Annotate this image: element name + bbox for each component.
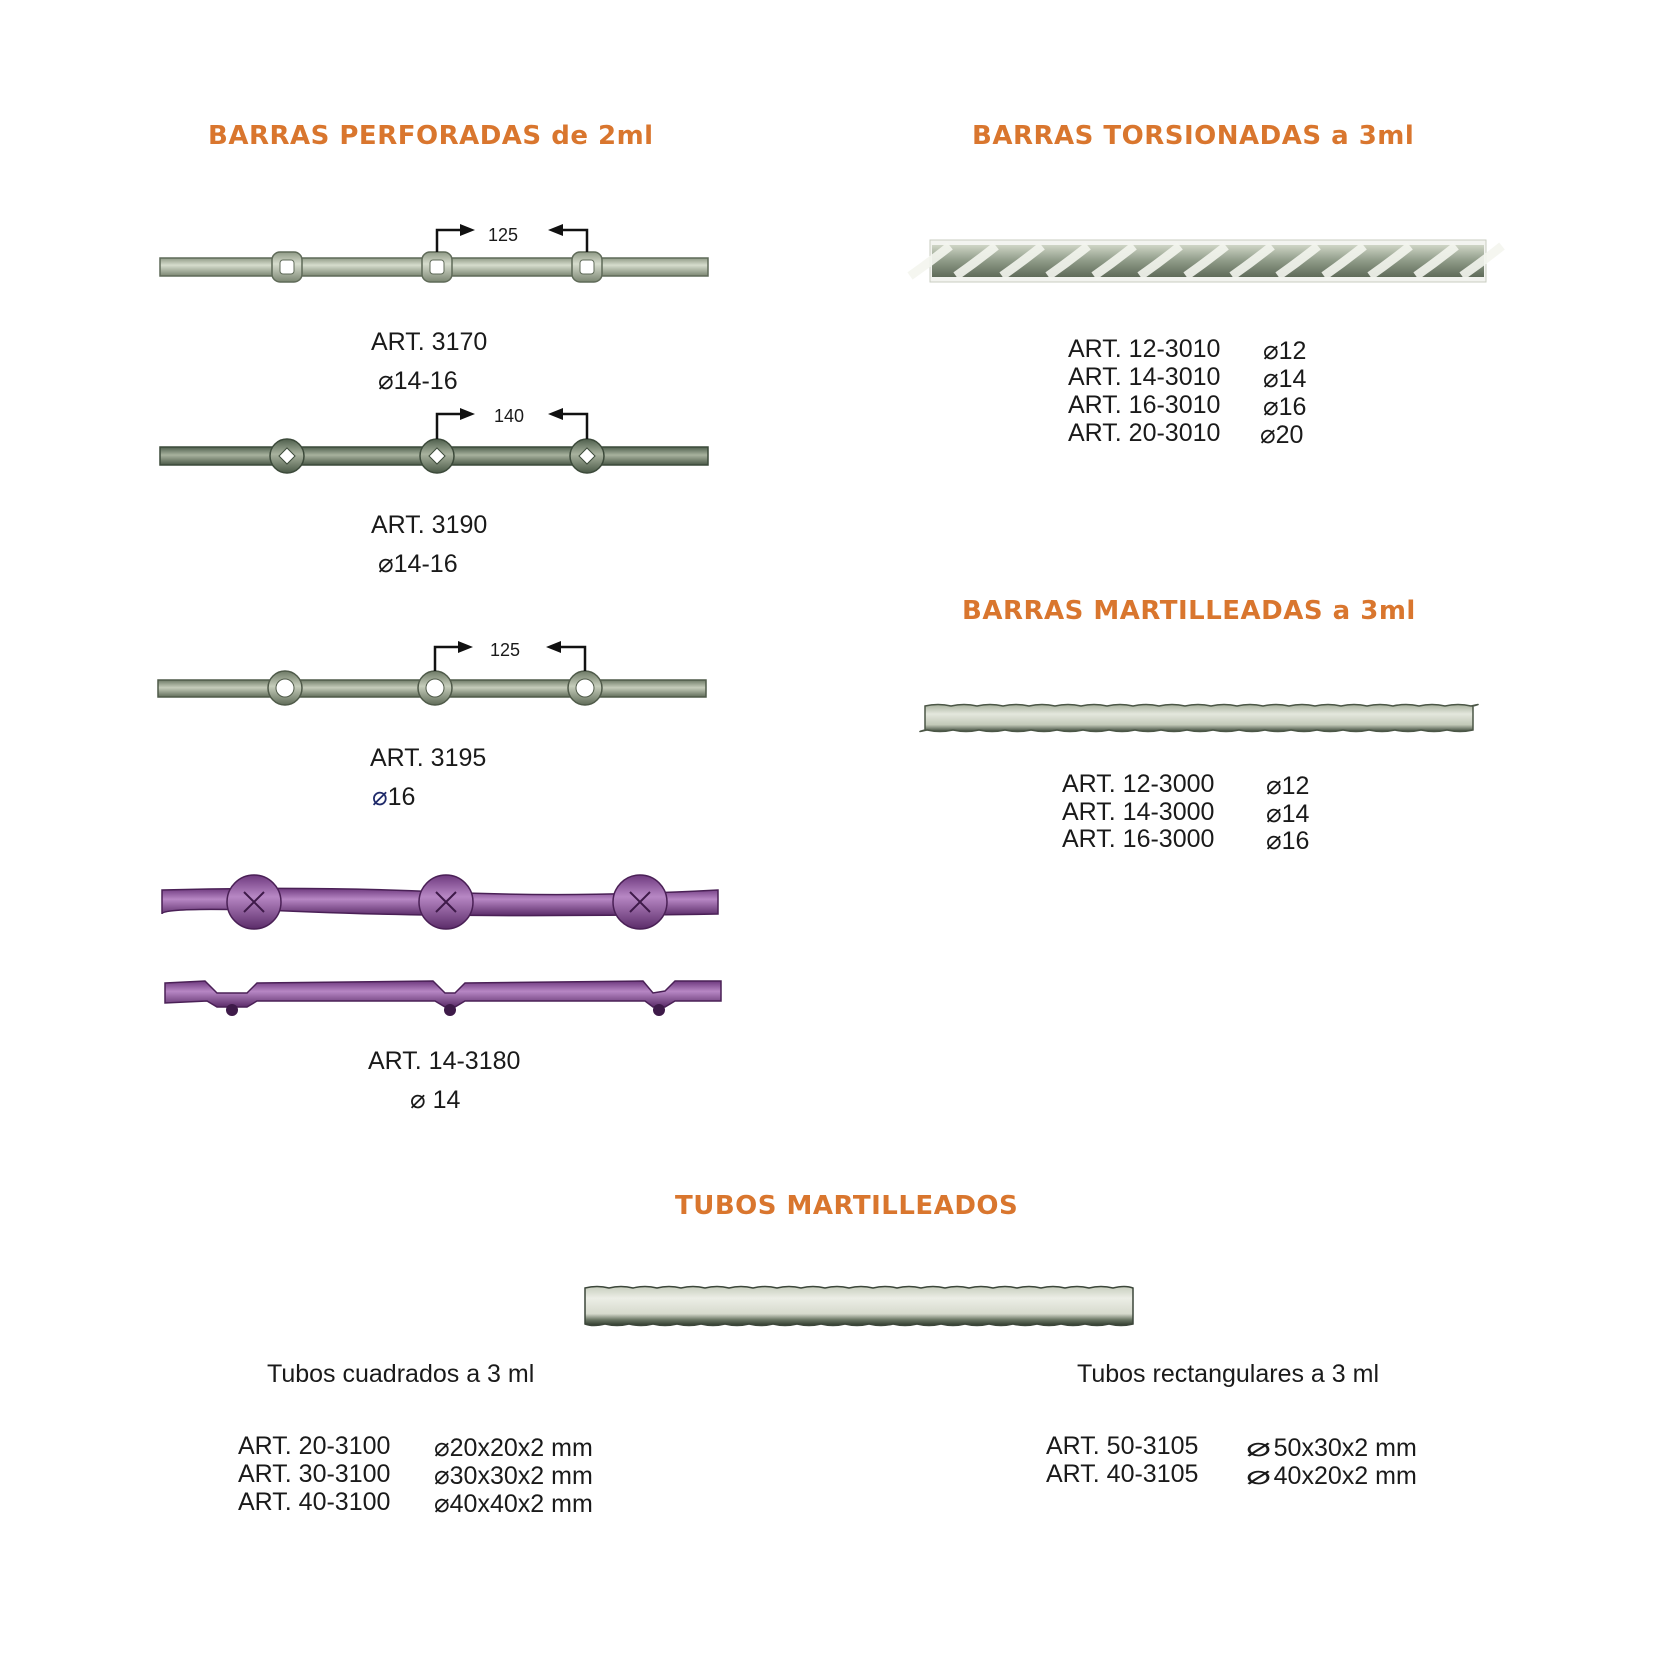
- diameter-icon: ⌀: [378, 548, 394, 578]
- diameter-icon: ⌀: [1266, 825, 1282, 855]
- bar-3195-diameter: ⌀16: [372, 781, 416, 811]
- tubos-rectangulares-row: ART. 40-3105 ⌀ 40x20x2 mm: [1046, 1460, 1417, 1490]
- tubos-rectangulares-row: ART. 50-3105 ⌀ 50x30x2 mm: [1046, 1432, 1417, 1462]
- diameter-icon: ⌀: [410, 1084, 426, 1114]
- bar-3195-dimension: 125: [490, 640, 521, 660]
- diameter-icon: ⌀: [1263, 391, 1279, 421]
- torsionadas-row: ART. 16-3010 ⌀16: [1068, 391, 1307, 421]
- hammered-bar-image: [925, 700, 1475, 736]
- bar-3170-diameter: ⌀14-16: [378, 365, 458, 395]
- diameter-icon: ⌀: [1266, 770, 1282, 800]
- twisted-bar-image: [930, 236, 1486, 286]
- tubos-rectangulares-label: Tubos rectangulares a 3 ml: [1077, 1360, 1380, 1388]
- torsionadas-title: BARRAS TORSIONADAS a 3ml: [972, 121, 1415, 151]
- martilleadas-title: BARRAS MARTILLEADAS a 3ml: [962, 596, 1416, 626]
- torsionadas-row: ART. 12-3010 ⌀12: [1068, 335, 1307, 365]
- diameter-icon: ⌀: [434, 1488, 450, 1518]
- martilleadas-row: ART. 16-3000 ⌀16: [1062, 825, 1310, 855]
- bar-3195-code: ART. 3195: [370, 744, 487, 772]
- perforadas-title: BARRAS PERFORADAS de 2ml: [208, 121, 654, 151]
- bar-3190-image: [160, 398, 720, 478]
- rect-diameter-icon: ⌀: [1246, 1432, 1272, 1462]
- tubos-cuadrados-label: Tubos cuadrados a 3 ml: [267, 1360, 535, 1388]
- martilleadas-row: ART. 14-3000 ⌀14: [1062, 798, 1310, 828]
- torsionadas-row: ART. 14-3010 ⌀14: [1068, 363, 1307, 393]
- bar-3190-code: ART. 3190: [371, 511, 488, 539]
- tubos-cuadrados-row: ART. 30-3100 ⌀30x30x2 mm: [238, 1460, 593, 1490]
- hammered-tube-image: [585, 1282, 1135, 1332]
- bar-3190-dimension: 140: [494, 406, 525, 426]
- rect-diameter-icon: ⌀: [1246, 1460, 1272, 1490]
- bar-3195-image: [158, 632, 718, 712]
- bar-3170-image: [160, 220, 720, 290]
- bar-3170-dimension: 125: [488, 225, 519, 245]
- diameter-icon: ⌀: [1260, 419, 1276, 449]
- martilleadas-row: ART. 12-3000 ⌀12: [1062, 770, 1310, 800]
- diameter-icon: ⌀: [434, 1460, 450, 1490]
- bar-14-3180-code: ART. 14-3180: [368, 1047, 521, 1075]
- torsionadas-row: ART. 20-3010 ⌀20: [1068, 419, 1304, 449]
- tubos-cuadrados-row: ART. 40-3100 ⌀40x40x2 mm: [238, 1488, 593, 1518]
- tubos-cuadrados-row: ART. 20-3100 ⌀20x20x2 mm: [238, 1432, 593, 1462]
- diameter-icon: ⌀: [378, 365, 394, 395]
- bar-3190-diameter: ⌀14-16: [378, 548, 458, 578]
- diameter-icon: ⌀: [1266, 798, 1282, 828]
- bar-14-3180-side-image: [165, 975, 725, 1025]
- diameter-icon: ⌀: [1263, 335, 1279, 365]
- tubos-title: TUBOS MARTILLEADOS: [675, 1191, 1019, 1221]
- diameter-icon: ⌀: [434, 1432, 450, 1462]
- bar-3170-code: ART. 3170: [371, 328, 488, 356]
- bar-14-3180-diameter: ⌀ 14: [410, 1084, 461, 1114]
- diameter-icon: ⌀: [372, 781, 388, 811]
- bar-14-3180-top-image: [162, 870, 722, 940]
- diameter-icon: ⌀: [1263, 363, 1279, 393]
